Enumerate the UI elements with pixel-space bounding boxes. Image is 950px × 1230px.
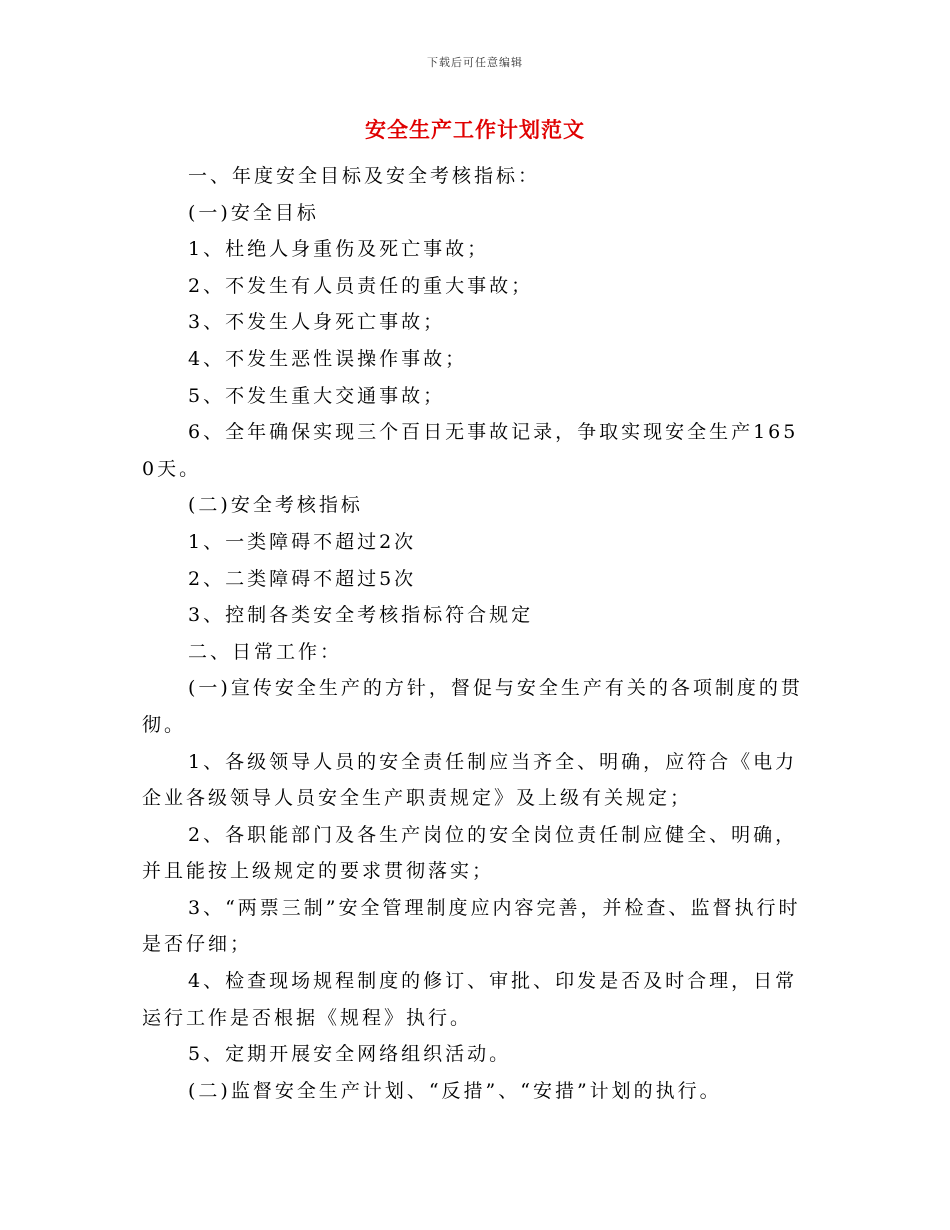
document-title: 安全生产工作计划范文	[365, 117, 585, 142]
paragraph: (一)宣传安全生产的方针，督促与安全生产有关的各项制度的贯彻。	[142, 677, 803, 736]
paragraph: 4、检查现场规程制度的修订、审批、印发是否及时合理，日常运行工作是否根据《规程》执行。	[142, 970, 798, 1029]
paragraph: 5、定期开展安全网络组织活动。	[188, 1043, 512, 1066]
paragraph: 2、二类障碍不超过5次	[188, 567, 417, 590]
paragraph: 3、控制各类安全考核指标符合规定	[188, 604, 534, 627]
paragraph: 二、日常工作：	[188, 640, 343, 663]
paragraph: (二)安全考核指标	[188, 494, 363, 517]
paragraph: 5、不发生重大交通事故；	[188, 384, 446, 407]
paragraph: (一)安全目标	[188, 201, 319, 224]
header-note: 下载后可任意编辑	[427, 56, 523, 69]
paragraph: 3、不发生人身死亡事故；	[188, 311, 446, 334]
paragraph: 2、不发生有人员责任的重大事故；	[188, 274, 534, 297]
paragraph: 1、各级领导人员的安全责任制应当齐全、明确，应符合《电力企业各级领导人员安全生产职责规定》及上级有关规定；	[142, 750, 798, 810]
paragraph: 1、杜绝人身重伤及死亡事故；	[188, 238, 490, 261]
paragraph: (二)监督安全生产计划、“反措”、“安措”计划的执行。	[188, 1079, 722, 1102]
paragraph: 6、全年确保实现三个百日无事故记录，争取实现安全生产1650天。	[142, 421, 799, 480]
paragraph: 2、各职能部门及各生产岗位的安全岗位责任制应健全、明确，并且能按上级规定的要求贯彻落实；	[142, 823, 798, 883]
paragraph: 1、一类障碍不超过2次	[188, 530, 417, 553]
paragraph: 一、年度安全目标及安全考核指标：	[188, 165, 541, 187]
paragraph: 3、“两票三制”安全管理制度应内容完善，并检查、监督执行时是否仔细；	[142, 896, 801, 956]
paragraph: 4、不发生恶性误操作事故；	[188, 347, 468, 370]
document-body	[142, 158, 810, 1109]
